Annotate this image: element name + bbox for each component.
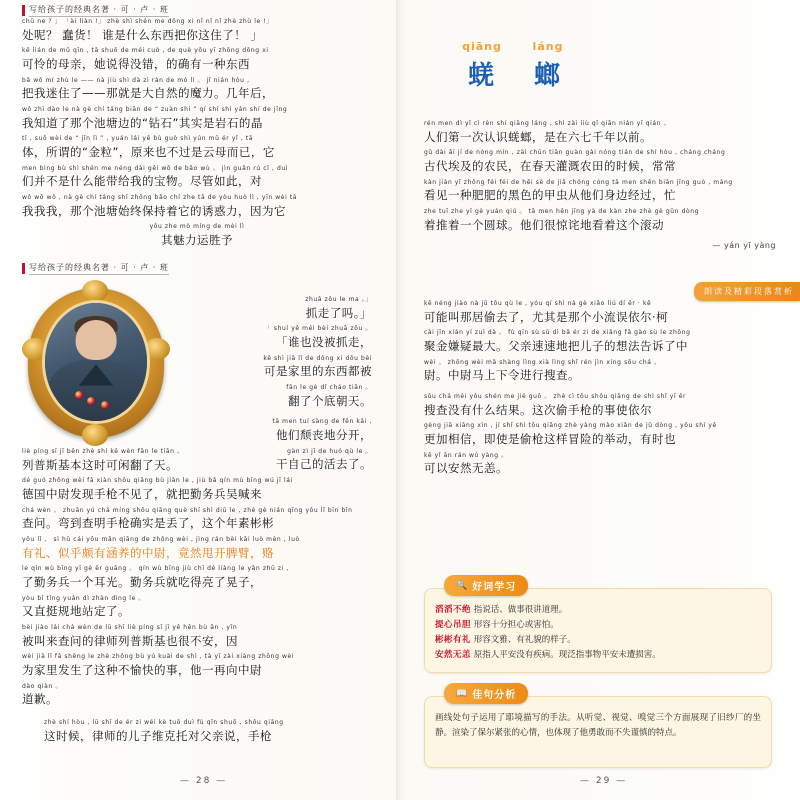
magnifier-icon: 🔍: [456, 580, 469, 591]
chapter-title-char-1: [452, 40, 512, 92]
hanzi: 抓走了吗。」: [305, 305, 372, 320]
analysis-box: [424, 696, 772, 768]
right-top-text: [424, 120, 776, 255]
pinyin: kě lián de mǔ qīn , tā shuō de méi cuò , de què yǒu yī zhǒng dōng xi: [22, 47, 269, 55]
text-line: [22, 536, 372, 564]
hanzi: 聚金嫌疑最大。父亲速速地把儿子的想法告诉了中: [424, 338, 688, 353]
text-line: [178, 296, 372, 324]
pinyin: bǎ wǒ mí zhù le —— nà jiù shì dà zì rán de mó lì 。 jǐ nián hòu ,: [22, 76, 250, 84]
pinyin: rén men dì yī cì rèn shí qiāng láng , shì zài liù qī qiān nián yǐ qián 。: [424, 120, 671, 127]
word-term: 安然无恙: [435, 649, 472, 660]
pinyin: sōu chá méi yǒu shén me jié guǒ 。 zhè cì tōu shǒu qiāng de shì shǐ yī ěr: [424, 393, 687, 401]
pinyin: zhè shí hòu , lǜ shī de ér zi wéi kè tuō duì fù qīn shuō , shǒu qiāng: [44, 719, 284, 727]
left-body-text: [22, 448, 372, 748]
text-line: [424, 393, 776, 421]
pinyin: yǒu lǐ 、 sì hū cái yǒu mǎn qiāng de zhōng wèi , jìng rán bèi kāi luò mèn , luò: [22, 536, 300, 544]
text-line: [22, 683, 372, 711]
hanzi: 处呢？ 蠢货！ 谁是什么东西把你这住了！ 」: [22, 27, 263, 42]
portrait-photo: [42, 300, 150, 424]
hanzi: 列普斯基本这时可闲翻了天。: [22, 457, 178, 472]
pinyin: gàn zì jǐ de huó qù le 。: [287, 447, 372, 455]
word-entry: [435, 648, 761, 663]
pinyin: láng: [532, 40, 564, 53]
word-entry: [435, 633, 761, 648]
right-body-text: [424, 300, 776, 481]
text-line: [178, 384, 372, 412]
hanzi: 被叫来查问的律师列普斯基也很不安，因: [22, 633, 238, 648]
word-entry: [435, 603, 761, 618]
text-line: [22, 477, 372, 505]
word-term: 彬彬有礼: [435, 634, 472, 645]
text-line: [424, 149, 776, 177]
hanzi: 「谁也没被抓走，: [276, 334, 372, 349]
hanzi: 干自己的活去了。: [276, 457, 372, 472]
pinyin: wèi jiā lǐ fā shēng le zhè zhǒng bù yú kuài de shì , tā yī zài xiàng zhōng wèi: [22, 653, 295, 661]
left-running-head-2: [22, 262, 169, 275]
word-study-header: [444, 575, 528, 596]
pinyin: cài jīn xián yí zuì dà 。 fù qīn sù sù dì bǎ ér zi de xiǎng fǎ gào sù le zhōng: [424, 329, 691, 337]
hanzi: 尉。中尉马上下令进行搜查。: [424, 368, 580, 383]
word-study-title: 好词学习: [472, 582, 517, 593]
word-definition: 指说话、做事很讲道理。: [473, 605, 568, 615]
text-line: [22, 624, 372, 652]
text-line: [22, 595, 372, 623]
hanzi: 古代埃及的农民，在春天灌溉农田的时候，常常: [424, 158, 676, 173]
pinyin: 「 shuí yě méi bèi zhuā zǒu 。: [264, 325, 372, 333]
word-definition: 形容文雅、有礼貌的样子。: [473, 634, 576, 645]
text-line: [424, 208, 776, 236]
text-line: [178, 355, 372, 383]
text-line: [22, 223, 372, 251]
pinyin: gèng jiā xiāng xìn , jí shǐ shì tōu qiāng zhè yàng mào xiǎn de jǔ dòng , yǒu shí yě: [424, 422, 717, 430]
text-line: [22, 719, 372, 747]
text-line: [424, 120, 776, 148]
hanzi: 又直挺规地站定了。: [22, 604, 130, 619]
medal-icon: [101, 401, 109, 409]
text-line: [424, 359, 776, 387]
photo-face: [76, 320, 117, 360]
book-icon: 📖: [456, 688, 469, 699]
right-folio: — 29 —: [580, 776, 628, 786]
hanzi: 为家里发生了这种不愉快的事，他一再向中尉: [22, 662, 262, 677]
hanzi: 我知道了那个池塘边的“钻石”其实是岩石的晶: [22, 115, 263, 130]
pinyin: zhe tuī zhe yī gè yuán qiú 。 tā men hěn jīng yà de kàn zhe zhè gè gǔn dòng: [424, 208, 700, 216]
hanzi: 搜查没有什么结果。这次偷手枪的事使依尔: [424, 402, 652, 417]
hanzi: 体，所谓的“金粒”，原来也不过是云母而已，它: [22, 144, 275, 159]
frame-ornament-icon: [82, 280, 108, 302]
hanzi: 了勤务兵一个耳光。勤务兵就吃得亮了晃子，: [22, 574, 262, 589]
analysis-header: [444, 683, 528, 704]
text-line: [22, 653, 372, 681]
hanzi: 看见一种肥肥的黑色的甲虫从他们身边经过，忙: [424, 188, 676, 203]
medal-icon: [75, 391, 83, 399]
analysis-title: 佳句分析: [472, 690, 517, 701]
word-definition: 原指人平安没有疾病。现泛指事物平安未遭损害。: [473, 649, 661, 660]
left-folio: — 28 —: [180, 776, 228, 786]
hanzi: 查问。弯到查明手枪确实是丢了，这个年素彬彬: [22, 516, 274, 531]
pinyin: liè píng sī jī běn zhè shí kě wèn fān le tiān 。: [22, 448, 184, 455]
pinyin: men bìng bù shì shén me néng dài gěi wǒ de bǎo wù 。 jìn guǎn rú cǐ , duì: [22, 164, 289, 172]
hanzi: 可是家里的东西都被: [264, 364, 372, 379]
word-term: 滔滔不绝: [435, 605, 472, 615]
running-head-text: 写给孩子的经典名著 · 可 · 卢 · 班: [29, 4, 169, 17]
text-line: [22, 194, 372, 222]
text-line: [22, 18, 372, 46]
text-line: [22, 47, 372, 75]
hanzi-highlight: 有礼、似乎颇有涵养的中尉，竟然甩开脾臂，赂: [22, 545, 274, 560]
text-line: [424, 300, 776, 328]
pinyin: tā men tuí sàng de fēn kāi ,: [272, 418, 372, 426]
side-tab-annotation[interactable]: 朗读及精彩段落赏析: [694, 282, 800, 301]
hanzi: 人们第一次认识蜣螂，是在六七千年以前。: [424, 129, 652, 144]
pinyin: qiāng: [462, 40, 502, 53]
hanzi: 这时候，律师的儿子维克托对父亲说，手枪: [44, 728, 272, 743]
running-head-text: 写给孩子的经典名著 · 可 · 卢 · 班: [29, 262, 169, 275]
hanzi: 德国中尉发现手枪不见了，就把勤务兵吴喊来: [22, 486, 262, 501]
pinyin: chǔ ne ? 」 「ài liàn !」 zhè shì shén me dōng xi nǐ nǐ nǐ zhè zhù le !」: [22, 18, 273, 25]
text-line: [178, 325, 372, 353]
frame-ornament-icon: [82, 424, 108, 446]
analysis-text: 画线处句子运用了耶境描写的手法。从听觉、视觉、嗅觉三个方面展现了旧纱厂的坐静。渲染了保尔紧张的心情，也体现了他勇敢而不失谨慎的特点。: [435, 713, 761, 739]
pinyin: wèi 。 zhōng wèi mǎ shàng lìng xià lìng shǐ rén jìn xíng sōu chá 。: [424, 358, 661, 366]
pinyin: kě néng jiào nà jū tōu qù le , yóu qí shì nà gè xiǎo liú dí ěr · kē: [424, 300, 652, 307]
text-line: [424, 422, 776, 450]
hanzi: 螂: [533, 61, 562, 91]
pinyin: kě shì jiā lǐ de dōng xi dōu bèi: [263, 354, 372, 362]
hanzi: 可以安然无恙。: [424, 461, 508, 476]
hanzi: 更加相信，即使是偷枪这样冒险的举动，有时也: [424, 431, 676, 446]
pinyin: wǒ zhī dào le nà gè chí táng biān de “ zuàn shí ” qí shí shì yán shí de jīng: [22, 106, 288, 114]
text-line: [178, 418, 372, 446]
hanzi: 道歉。: [22, 692, 58, 707]
pinyin: zhuā zǒu le ma 。」: [305, 296, 372, 303]
left-top-text: [22, 18, 372, 253]
text-line: [22, 448, 372, 476]
hanzi: 可能叫那居偷去了，尤其是那个小流误依尔·柯: [424, 309, 669, 324]
pinyin: bèi jiào lái chá wèn de lǜ shī liè píng sī jī yě hěn bù ān , yīn: [22, 624, 238, 632]
word-definition: 形容十分担心或害怕。: [473, 619, 559, 630]
chapter-title-char-2: [518, 40, 578, 92]
pinyin: yòu bǐ tǐng yuán dì zhàn dìng le 。: [22, 594, 145, 602]
running-head-bar: [22, 263, 25, 274]
text-line: [22, 135, 372, 163]
hanzi: 可怜的母亲，她说得没错，的确有一种东西: [22, 56, 250, 71]
pinyin: chá wèn 。 zhuān yú chá míng shǒu qiāng què shí shì diū le , zhè gè nián qīng yǒu lǐ bīn bīn: [22, 506, 353, 514]
text-line: [22, 507, 372, 535]
pinyin: kě yǐ ān rán wú yàng 。: [424, 451, 508, 459]
portrait-illustration: [28, 288, 164, 438]
pinyin: kàn jiàn yī zhǒng féi féi de hēi sè de jiǎ chóng cóng tā men shēn biān jīng guò , máng: [424, 178, 733, 186]
pinyin: yǒu zhe mò míng de mèi lì: [149, 223, 245, 231]
text-line: [22, 106, 372, 134]
hanzi: 着推着一个圆球。他们很惊诧地看着这个滚动: [424, 217, 664, 232]
hanzi: 翻了个底朝天。: [288, 393, 372, 408]
word-study-box: [424, 588, 772, 673]
page-gutter: [396, 0, 406, 800]
hanzi: 把我迷住了——那就是大自然的魔力。几年后，: [22, 86, 274, 101]
text-line: [424, 452, 776, 480]
hanzi: 蜣: [467, 61, 496, 91]
hanzi: 们并不是什么能带给我的宝物。尽管如此，对: [22, 174, 262, 189]
pinyin: wǒ wǒ wǒ , nà gè chí táng shǐ zhōng bǎo chí zhe tā de yòu huò lì , yīn wèi tā: [22, 194, 298, 202]
text-line: [22, 165, 372, 193]
running-head-bar: [22, 5, 25, 16]
text-line: [424, 329, 776, 357]
pinyin: dé guó zhōng wèi fā xiàn shǒu qiāng bù jiàn le , jiù bǎ qín mù bīng wú jī lái: [22, 477, 293, 485]
text-line: [424, 179, 776, 207]
pinyin: gǔ dài āi jí de nóng mín , zài chūn tiān guàn gài nóng tián de shí hòu , cháng cháng: [424, 149, 726, 157]
text-line: [22, 565, 372, 593]
left-running-head: [22, 4, 169, 17]
word-entry: [435, 618, 761, 633]
hanzi: 我我我，那个池塘始终保持着它的诱惑力，因为它: [22, 203, 286, 218]
pinyin: dào qiàn 。: [22, 682, 62, 690]
medal-icon: [87, 397, 95, 405]
pinyin: tǐ , suǒ wèi de “ jīn lì ” , yuán lái yě bù guò shì yún mǔ ér yǐ , tā: [22, 135, 254, 143]
pinyin: le qín wù bīng yī gè ěr guāng 。 qín wù bīng jiù chī dé liàng le yǎn zhū zi ,: [22, 565, 289, 573]
text-line: [22, 77, 372, 105]
pinyin: fān le gè dǐ cháo tiān 。: [286, 384, 372, 392]
hanzi: 他们颓丧地分开，: [276, 427, 372, 442]
word-term: 提心吊胆: [435, 619, 472, 630]
attribution: — yán yī yàng: [712, 241, 776, 251]
hanzi: 其魅力运胜予: [161, 232, 233, 247]
